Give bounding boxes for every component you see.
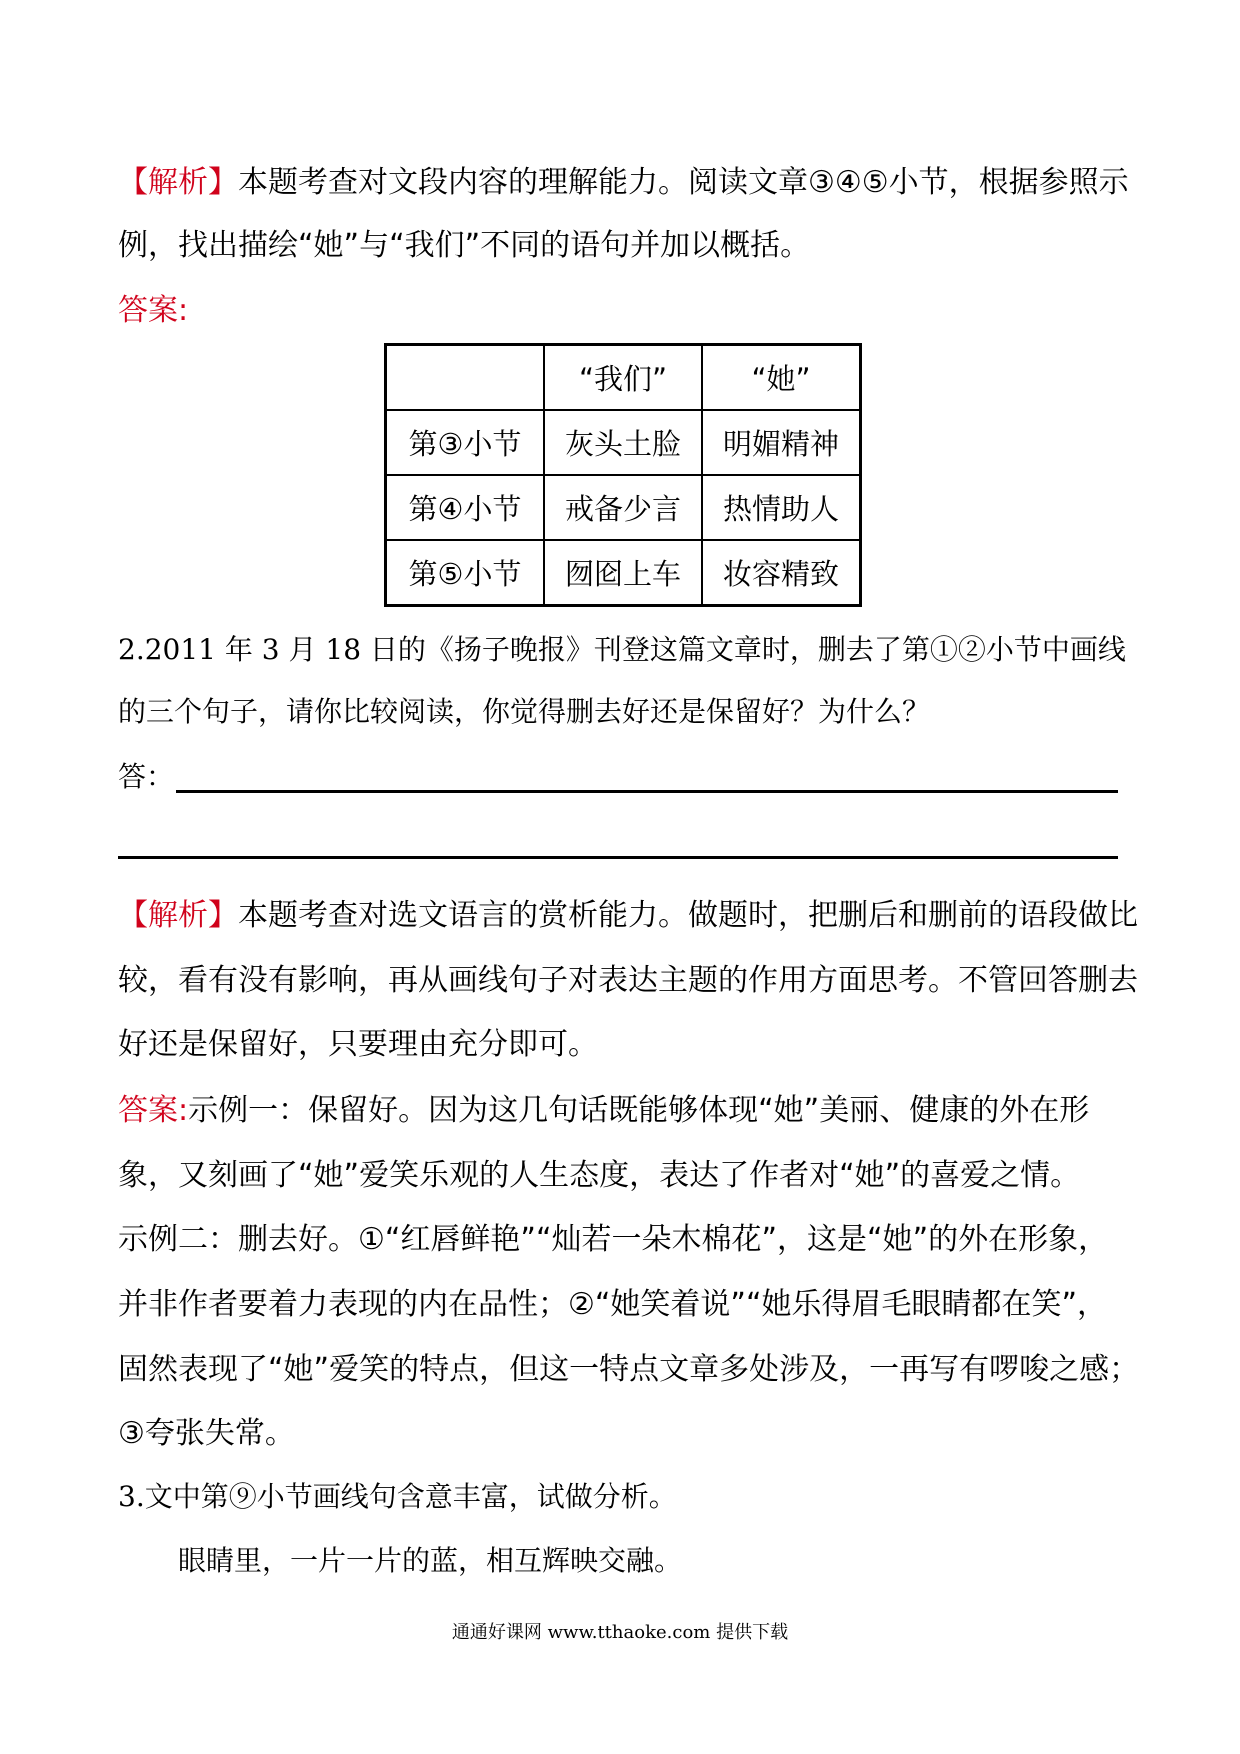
comparison-table bbox=[384, 343, 862, 607]
answer-text-line: ③夸张失常。 bbox=[118, 1416, 295, 1451]
answer-text-line: 固然表现了“她”爱笑的特点，但这一特点文章多处涉及，一再写有啰唆之感； bbox=[118, 1352, 1140, 1387]
analysis-text: 本题考查对选文语言的赏析能力。做题时，把删后和删前的语段做比 bbox=[238, 898, 1138, 933]
analysis-paragraph-1 bbox=[118, 163, 1128, 203]
answer-prompt: 答： bbox=[118, 760, 175, 793]
answer-text: 示例一：保留好。因为这几句话既能够体现“她”美丽、健康的外在形 bbox=[188, 1093, 1090, 1128]
analysis-tag: 【解析】 bbox=[118, 898, 238, 933]
analysis-text-line: 较，看有没有影响，再从画线句子对表达主题的作用方面思考。不管回答删去 bbox=[118, 963, 1138, 998]
page-footer: 通通好课网 www.tthaoke.com 提供下载 bbox=[451, 1622, 789, 1643]
table-cell: 第④小节 bbox=[386, 475, 545, 540]
answer-paragraph bbox=[118, 1091, 1128, 1131]
table-cell: 戒备少言 bbox=[544, 475, 702, 540]
table-cell: 灰头土脸 bbox=[544, 410, 702, 475]
answer-label: 答案: bbox=[118, 293, 189, 328]
table-header-cell: “我们” bbox=[544, 345, 702, 411]
answer-blank-line bbox=[118, 856, 1118, 859]
analysis-text: 本题考查对文段内容的理解能力。阅读文章③④⑤小节，根据参照示 bbox=[238, 165, 1129, 200]
table-cell: 囫囵上车 bbox=[544, 540, 702, 606]
table-row bbox=[386, 475, 861, 540]
analysis-text-line: 好还是保留好，只要理由充分即可。 bbox=[118, 1027, 598, 1062]
analysis-tag: 【解析】 bbox=[118, 165, 238, 200]
table-cell: 热情助人 bbox=[702, 475, 861, 540]
table-cell: 妆容精致 bbox=[702, 540, 861, 606]
answer-text-line: 象，又刻画了“她”爱笑乐观的人生态度，表达了作者对“她”的喜爱之情。 bbox=[118, 1158, 1081, 1193]
question-2-text-line: 的三个句子，请你比较阅读，你觉得删去好还是保留好？为什么？ bbox=[118, 695, 931, 728]
table-header-cell bbox=[386, 345, 545, 411]
question-3-text: 3.文中第⑨小节画线句含意丰富，试做分析。 bbox=[118, 1480, 677, 1513]
answer-label: 答案: bbox=[118, 1093, 189, 1128]
table-cell: 明媚精神 bbox=[702, 410, 861, 475]
table-row bbox=[386, 410, 861, 475]
table-header-cell: “她” bbox=[702, 345, 861, 411]
answer-text-line: 并非作者要着力表现的内在品性；②“她笑着说”“她乐得眉毛眼睛都在笑”， bbox=[118, 1287, 1108, 1322]
question-3-quote: 眼睛里，一片一片的蓝，相互辉映交融。 bbox=[178, 1544, 683, 1577]
analysis-text-line: 例，找出描绘“她”与“我们”不同的语句并加以概括。 bbox=[118, 228, 811, 263]
answer-blank-line bbox=[176, 790, 1118, 793]
table-header-row bbox=[386, 345, 861, 411]
analysis-paragraph-2 bbox=[118, 896, 1138, 936]
answer-text-line: 示例二：删去好。①“红唇鲜艳”“灿若一朵木棉花”，这是“她”的外在形象， bbox=[118, 1222, 1109, 1257]
question-2-text: 2.2011 年 3 月 18 日的《扬子晚报》刊登这篇文章时，删去了第①②小节中画线 bbox=[118, 633, 1126, 666]
table-cell: 第⑤小节 bbox=[386, 540, 545, 606]
table-cell: 第③小节 bbox=[386, 410, 545, 475]
table-row bbox=[386, 540, 861, 606]
